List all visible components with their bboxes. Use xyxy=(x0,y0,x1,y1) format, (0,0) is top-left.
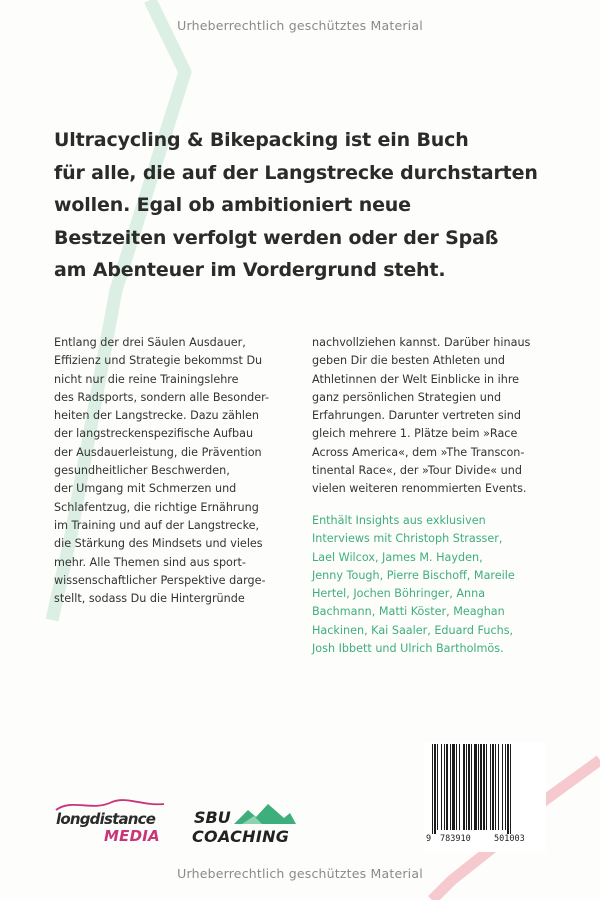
insights-line: Bachmann, Matti Köster, Meaghan xyxy=(312,605,505,619)
barcode-bar xyxy=(466,744,467,830)
body-line: die Stärkung des Mindsets und vieles xyxy=(54,537,263,551)
barcode-digit-group: 501003 xyxy=(494,834,525,844)
barcode-bar xyxy=(452,744,455,830)
body-line: nachvollziehen kannst. Darüber hinaus xyxy=(312,336,531,349)
body-line: Erfahrungen. Darunter vertreten sind xyxy=(312,409,521,423)
body-line: mehr. Alle Themen sind aus sport- xyxy=(54,555,246,569)
sbu-coaching-logo xyxy=(190,800,300,854)
barcode-bar xyxy=(459,744,460,830)
body-line: ganz persönlichen Strategien und xyxy=(312,390,502,404)
body-text-left-column xyxy=(54,334,294,608)
barcode-digit-group: 783910 xyxy=(440,834,471,844)
barcode-bar xyxy=(450,744,451,830)
body-line: im Training und auf der Langstrecke, xyxy=(54,518,260,532)
insights-line: Interviews mit Christoph Strasser, xyxy=(312,532,503,546)
barcode-bar xyxy=(441,744,442,830)
barcode-bar xyxy=(507,744,509,834)
barcode-bar xyxy=(490,744,491,830)
barcode-bar xyxy=(432,744,433,834)
headline xyxy=(54,124,554,287)
headline-line: für alle, die auf der Langstrecke durchstarten xyxy=(54,161,538,184)
body-line: Schlafentzug, die richtige Ernährung xyxy=(54,500,259,514)
logo-wordmark-bottom: MEDIA xyxy=(104,827,160,845)
longdistance-media-logo xyxy=(52,796,172,852)
insights-line: Enthält Insights aus exklusiven xyxy=(312,514,486,527)
barcode-bar xyxy=(444,744,445,830)
body-line: stellt, sodass Du die Hintergründe xyxy=(54,592,245,606)
insights-line: Josh Ibbett und Ulrich Bartholmös. xyxy=(312,642,504,656)
barcode-bar xyxy=(505,744,506,830)
body-line: der Ausdauerleistung, die Prävention xyxy=(54,445,262,459)
body-line: vielen weiteren renommierten Events. xyxy=(312,482,527,496)
barcode-bar xyxy=(498,744,499,830)
barcode-bar xyxy=(434,744,436,834)
headline-line: wollen. Egal ob ambitioniert neue xyxy=(54,194,411,216)
barcode-bar xyxy=(502,744,503,830)
body-line: der Umgang mit Schmerzen und xyxy=(54,482,237,496)
barcode-bar xyxy=(471,744,472,830)
body-line: der langstreckenspezifische Aufbau xyxy=(54,427,254,441)
barcode-bar xyxy=(510,744,511,834)
isbn-barcode xyxy=(424,742,546,852)
barcode-bar xyxy=(446,744,448,830)
barcode-bar xyxy=(483,744,485,830)
copyright-watermark-top: Urheberrechtlich geschütztes Material xyxy=(177,18,423,33)
body-line: Entlang der drei Säulen Ausdauer, xyxy=(54,336,246,349)
insights-line: Jenny Tough, Pierre Bischoff, Mareile xyxy=(312,568,515,582)
body-line: heiten der Langstrecke. Dazu zählen xyxy=(54,409,259,423)
barcode-bar xyxy=(495,744,496,830)
headline-line: am Abenteuer im Vordergrund steht. xyxy=(54,259,446,281)
body-line: gesundheitlicher Beschwerden, xyxy=(54,464,230,478)
body-line: des Radsports, sondern alle Besonder- xyxy=(54,390,270,404)
barcode-bar xyxy=(474,744,477,830)
body-line: Athletinnen der Welt Einblicke in ihre xyxy=(312,372,520,386)
body-line: nicht nur die reine Trainingslehre xyxy=(54,372,239,386)
logo-wordmark-top: longdistance xyxy=(56,810,156,828)
insights-line: Hertel, Jochen Böhringer, Anna xyxy=(312,587,486,601)
logo-wordmark-bottom: COACHING xyxy=(192,827,290,846)
insights-line: Lael Wilcox, James M. Hayden, xyxy=(312,550,483,564)
body-line: wissenschaftlicher Perspektive darge- xyxy=(54,573,266,587)
body-line: geben Dir die besten Athleten und xyxy=(312,354,505,368)
barcode-bar xyxy=(492,744,494,830)
body-line: Effizienz und Strategie bekommst Du xyxy=(54,354,263,368)
barcode-icon xyxy=(424,744,546,836)
barcode-bar xyxy=(480,744,482,830)
barcode-bar xyxy=(486,744,487,830)
logo-wordmark-top: SBU xyxy=(194,808,231,827)
headline-line: Bestzeiten verfolgt werden oder der Spaß xyxy=(54,226,499,249)
headline-line: Ultracycling & Bikepacking ist ein Buch xyxy=(54,129,469,151)
barcode-bar xyxy=(437,744,438,830)
barcode-digit-group: 9 xyxy=(426,834,432,844)
body-text-right-column xyxy=(312,334,562,499)
body-line: gleich mehrere 1. Plätze beim »Race xyxy=(312,427,518,441)
barcode-bar xyxy=(478,744,479,830)
barcode-bar xyxy=(463,744,465,830)
barcode-bar xyxy=(456,744,457,830)
insights-list xyxy=(312,512,562,658)
mountain-logo-icon xyxy=(234,804,296,826)
insights-line: Hackinen, Kai Saaler, Eduard Fuchs, xyxy=(312,623,514,637)
copyright-watermark-bottom: Urheberrechtlich geschütztes Material xyxy=(177,866,423,881)
body-line: Across America«, dem »The Transcon- xyxy=(312,445,525,459)
barcode-bar xyxy=(468,744,470,830)
body-line: tinental Race«, der »Tour Divide« und xyxy=(312,464,522,478)
